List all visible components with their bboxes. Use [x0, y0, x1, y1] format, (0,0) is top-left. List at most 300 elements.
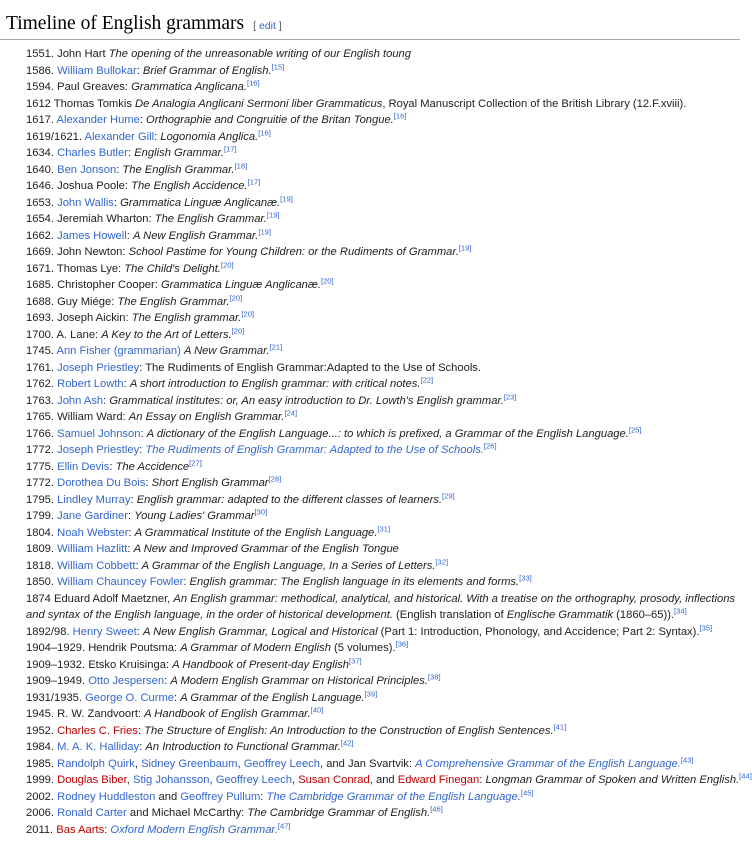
timeline-entry-1945-r-w-zandvoort	[0, 706, 740, 723]
entry-text: :	[116, 163, 123, 176]
citation-ref-link[interactable]: [25]	[628, 425, 642, 435]
work-title: A short introduction to English grammar: with critical notes.	[129, 378, 421, 391]
citation-ref-link[interactable]: [41]	[553, 722, 567, 732]
entry-text: 1909–1932. Etsko Kruisinga:	[26, 658, 173, 671]
citation-ref[interactable]	[554, 722, 567, 731]
citation-ref-link[interactable]: [37]	[349, 656, 362, 666]
entry-text: :	[130, 493, 137, 506]
timeline-entry-1671-thomas-lye	[0, 261, 740, 278]
entry-text: 1654. Jeremiah Wharton:	[26, 213, 155, 226]
work-title: Brief Grammar of English.	[142, 64, 272, 77]
entry-text: :	[164, 675, 171, 688]
citation-ref[interactable]	[674, 607, 687, 616]
citation-ref-link[interactable]: [20]	[231, 326, 245, 336]
citation-ref-link[interactable]: [19]	[280, 194, 293, 204]
entry-text: 1619/1621.	[26, 130, 85, 143]
wiki-link[interactable]: Dorothea Du Bois	[57, 477, 146, 490]
citation-ref-link[interactable]: [27]	[189, 458, 202, 468]
citation-ref[interactable]	[189, 458, 202, 467]
citation-ref[interactable]	[321, 277, 334, 286]
entry-text: :	[154, 130, 161, 143]
page-title-text: Timeline of English grammars	[6, 13, 245, 34]
citation-ref[interactable]	[280, 194, 293, 203]
citation-ref-link[interactable]: [42]	[340, 738, 354, 748]
work-title: The opening of the unreasonable writing of our English toung	[108, 48, 411, 61]
citation-ref-link[interactable]: [20]	[220, 260, 234, 270]
citation-ref-link[interactable]: [20]	[229, 293, 243, 303]
entry-text: 1850.	[26, 576, 58, 589]
entry-text: 1653.	[26, 196, 58, 209]
entry-text: 1688. Guy Miége:	[26, 295, 118, 308]
work-title: A New English Grammar.	[132, 229, 259, 242]
entry-text: 1765. William Ward:	[26, 411, 129, 424]
wiki-link[interactable]: Otto Jespersen	[88, 675, 165, 688]
work-title: A Grammar of the English Language.	[180, 691, 365, 704]
entry-text: :	[137, 724, 145, 737]
entry-text: :	[103, 394, 110, 407]
timeline-entry-1952-charles-c-fries	[0, 723, 740, 740]
citation-ref-link[interactable]: [29]	[442, 491, 455, 501]
entry-text: 1931/1935.	[26, 691, 86, 704]
work-title: School Pastime for Young Children: or the Rudiments of Grammar.	[128, 246, 459, 259]
entry-text: , Royal Manuscript Collection of the British Library (12.F.xviii).	[382, 97, 687, 110]
citation-ref-link[interactable]: [21]	[269, 342, 283, 352]
timeline-entry-1766-samuel-johnson	[0, 426, 740, 443]
citation-ref[interactable]	[681, 755, 694, 764]
citation-ref-link[interactable]: [44]	[739, 771, 752, 781]
wiki-link[interactable]: Sidney Greenbaum	[141, 757, 238, 770]
work-title: De Analogia Anglicani Sermoni liber Grammaticus	[135, 97, 383, 110]
timeline-entry-1662-james-howell	[0, 228, 740, 245]
page-title	[0, 0, 740, 40]
timeline-entry-2011-bas-aarts	[0, 822, 740, 839]
timeline-entry-1985-randolph-quirk	[0, 756, 740, 773]
timeline-entry-1745-ann-fisher	[0, 343, 740, 360]
entry-text: 1952.	[26, 724, 58, 737]
citation-ref[interactable]	[235, 161, 248, 170]
timeline-entry-1909-otto-jespersen	[0, 673, 740, 690]
wiki-link[interactable]: Lindley Murray	[57, 493, 131, 506]
entry-text: 1634.	[26, 147, 58, 160]
timeline-entry-1904-hendrik-poutsma	[0, 640, 740, 657]
timeline-entry-1619-alexander-gill	[0, 129, 740, 146]
citation-ref-link[interactable]: [28]	[268, 474, 282, 484]
timeline-entry-1795-lindley-murray	[0, 492, 740, 509]
citation-ref-link[interactable]: [31]	[377, 524, 391, 534]
citation-ref[interactable]	[428, 673, 441, 682]
work-title: English grammar: The English language in its elements and forms.	[189, 576, 520, 589]
wiki-link[interactable]: Ann Fisher (grammarian)	[56, 345, 181, 358]
citation-ref[interactable]	[270, 343, 283, 352]
wiki-link[interactable]: William Cobbett	[57, 559, 136, 572]
entry-text: 1745.	[26, 345, 57, 358]
citation-ref[interactable]	[278, 821, 291, 830]
timeline-entry-2002-rodney-huddleston	[0, 789, 740, 806]
citation-ref[interactable]	[365, 689, 378, 698]
wiki-link[interactable]: John Wallis	[57, 196, 114, 209]
timeline-entry-1850-william-chauncey-fowler	[0, 574, 740, 591]
wiki-link-title[interactable]: Oxford Modern English Grammar.	[110, 823, 278, 836]
entry-text: , and Jan Svartvik:	[319, 757, 416, 770]
work-title: A Grammatical Institute of the English Language.	[134, 526, 378, 539]
entry-text: :	[135, 559, 142, 572]
edit-bracket-open: [	[253, 20, 257, 32]
entry-text: , and	[369, 774, 398, 787]
work-title: A Grammar of Modern English	[180, 642, 331, 655]
entry-text: ,	[237, 757, 244, 770]
timeline-entry-1765-william-ward	[0, 409, 740, 426]
entry-text: :	[109, 460, 116, 473]
entry-text: :	[128, 526, 135, 539]
wiki-link[interactable]: Robert Lowth	[57, 378, 124, 391]
work-title: Englische Grammatik	[506, 609, 614, 622]
work-title: A New English Grammar, Logical and Historical	[142, 625, 378, 638]
timeline-entry-1551-john-hart	[0, 46, 740, 63]
citation-ref-link[interactable]: [32]	[435, 557, 449, 567]
citation-ref-link[interactable]: [23]	[503, 392, 517, 402]
wiki-link-missing[interactable]: Edward Finegan	[397, 774, 480, 787]
citation-ref[interactable]	[232, 326, 245, 335]
work-title: The English Grammar.	[154, 213, 267, 226]
entry-text: 1909–1949.	[26, 675, 89, 688]
entry-text: :	[479, 774, 486, 787]
wiki-link-title[interactable]: A Comprehensive Grammar of the English Language.	[415, 757, 681, 770]
entry-text: :	[140, 427, 147, 440]
wiki-link[interactable]: Samuel Johnson	[57, 427, 141, 440]
timeline-entry-1612-thomas-tomkis	[0, 96, 740, 113]
timeline-entry-1892-henry-sweet	[0, 624, 740, 641]
wiki-link[interactable]: Geoffrey Leech	[243, 757, 320, 770]
entry-text: 1612 Thomas Tomkis	[26, 97, 136, 110]
entry-text: 2002.	[26, 790, 58, 803]
timeline-entry-1999-douglas-biber	[0, 771, 752, 789]
entry-text: :	[174, 691, 181, 704]
work-title: The Structure of English: An Introduction to the Construction of English Sentences.	[144, 724, 554, 737]
citation-ref-link[interactable]: [35]	[699, 623, 713, 633]
wiki-link[interactable]: Joseph Priestley	[57, 444, 140, 457]
work-title: A New Grammar.	[183, 345, 270, 358]
work-title: English grammar: adapted to the different classes of learners.	[136, 493, 443, 506]
timeline-entry-1761-joseph-priestley	[0, 360, 740, 377]
entry-text: 1945. R. W. Zandvoort:	[26, 708, 145, 721]
wiki-link[interactable]: James Howell	[57, 229, 127, 242]
timeline-entry-1634-charles-butler	[0, 145, 740, 162]
work-title: Grammatica Linguæ Anglicanæ.	[120, 196, 281, 209]
work-title: The English Accidence.	[131, 180, 248, 193]
wiki-link[interactable]: Ben Jonson	[57, 163, 117, 176]
entry-text: :	[145, 477, 152, 490]
entry-text: 1766.	[26, 427, 58, 440]
citation-ref-link[interactable]: [16]	[246, 78, 260, 88]
wiki-link[interactable]: Stig Johansson	[132, 774, 210, 787]
citation-ref[interactable]	[739, 772, 752, 781]
entry-text: : The Rudiments of English Grammar:Adapted to the Use of Schools.	[139, 361, 482, 374]
citation-ref-link[interactable]: [19]	[458, 243, 472, 253]
wiki-link[interactable]: Geoffrey Leech	[215, 774, 292, 787]
entry-text: 1804.	[26, 526, 58, 539]
work-title: The Cambridge Grammar of English.	[247, 807, 431, 820]
work-title: Longman Grammar of Spoken and Written English.	[485, 774, 740, 787]
timeline-entry-1646-joshua-poole	[0, 178, 740, 195]
citation-ref[interactable]	[258, 128, 271, 137]
citation-ref-link[interactable]: [47]	[277, 821, 291, 831]
wiki-link[interactable]: Ronald Carter	[57, 807, 127, 820]
wiki-link[interactable]: Joseph Priestley	[57, 361, 140, 374]
wiki-link[interactable]: Charles Butler	[57, 147, 128, 160]
wiki-link-missing[interactable]: Susan Conrad	[298, 774, 370, 787]
wiki-link[interactable]: William Bullokar	[57, 64, 137, 77]
wiki-link[interactable]: Randolph Quirk	[57, 757, 135, 770]
citation-ref-link[interactable]: [36]	[395, 639, 409, 649]
wiki-link-missing[interactable]: Charles C. Fries	[57, 724, 138, 737]
wiki-link[interactable]: Noah Webster	[57, 526, 129, 539]
wiki-link-missing[interactable]: Douglas Biber	[57, 774, 127, 787]
wiki-link[interactable]: Jane Gardiner	[57, 510, 129, 523]
citation-ref[interactable]	[311, 706, 324, 715]
wiki-link[interactable]: Rodney Huddleston	[57, 790, 156, 803]
entry-text: :	[183, 576, 190, 589]
entry-text: :	[104, 823, 111, 836]
work-title: The English grammar.	[131, 312, 242, 325]
citation-ref-link[interactable]: [33]	[519, 573, 532, 583]
entry-text: :	[127, 543, 134, 556]
edit-bracket-close: ]	[278, 20, 282, 32]
citation-ref[interactable]	[269, 475, 282, 484]
wiki-link-title[interactable]: The Rudiments of English Grammar: Adapted to the Use of Schools.	[145, 444, 484, 457]
entry-text: 1662.	[26, 229, 58, 242]
citation-ref[interactable]	[255, 508, 268, 517]
entry-text: 1693. Joseph Aickin:	[26, 312, 132, 325]
work-title: Grammatica Linguæ Anglicanæ.	[160, 279, 321, 292]
entry-text: (5 volumes).	[330, 642, 396, 655]
citation-ref-link[interactable]: [30]	[254, 507, 268, 517]
entry-text: (1860–65)).	[613, 609, 675, 622]
timeline-entry-1909-etsko-kruisinga	[0, 657, 740, 674]
citation-ref-link[interactable]: [39]	[364, 689, 378, 699]
citation-ref-link[interactable]: [20]	[241, 309, 255, 319]
work-title: The English Grammar.	[117, 295, 230, 308]
entry-text: and	[155, 790, 181, 803]
wiki-link[interactable]: M. A. K. Halliday	[57, 741, 140, 754]
citation-ref[interactable]	[224, 145, 237, 154]
wiki-link[interactable]: William Hazlitt	[57, 543, 128, 556]
wiki-link-missing[interactable]: Bas Aarts	[56, 823, 105, 836]
work-title: The Accidence	[115, 460, 190, 473]
entry-text: 1762.	[26, 378, 58, 391]
citation-ref[interactable]	[272, 62, 285, 71]
timeline-entry-1762-robert-lowth	[0, 376, 740, 393]
work-title: The English Grammar.	[122, 163, 235, 176]
timeline-entry-1772-joseph-priestley	[0, 442, 740, 459]
timeline-entry-1654-jeremiah-wharton	[0, 211, 740, 228]
wiki-link-title[interactable]: The Cambridge Grammar of the English Language.	[266, 790, 521, 803]
citation-ref[interactable]	[341, 739, 354, 748]
work-title: An English grammar: methodical, analytical, and historical. With a treatise on the orthography, prosody, inflections and syntax of the English language, in the order of historical development.	[26, 592, 736, 622]
wiki-link[interactable]: Henry Sweet	[72, 625, 137, 638]
citation-ref-link[interactable]: [40]	[310, 705, 324, 715]
citation-ref[interactable]	[629, 425, 642, 434]
citation-ref[interactable]	[247, 79, 260, 88]
entry-text: :	[136, 625, 143, 638]
citation-ref[interactable]	[258, 227, 271, 236]
wiki-link[interactable]: William Chauncey Fowler	[57, 576, 184, 589]
citation-ref[interactable]	[700, 623, 713, 632]
entry-text: 1763.	[26, 394, 58, 407]
entry-text: :	[139, 114, 147, 127]
entry-text: :	[260, 790, 267, 803]
entry-text: 1761.	[26, 361, 58, 374]
entry-text: :	[136, 64, 143, 77]
entry-text: :	[113, 196, 121, 209]
timeline-entry-1693-joseph-aickin	[0, 310, 740, 327]
timeline-entry-1688-guy-miege	[0, 294, 740, 311]
entry-text: 1772.	[26, 477, 58, 490]
citation-ref[interactable]	[377, 524, 390, 533]
wiki-link[interactable]: John Ash	[57, 394, 104, 407]
entry-text: 1795.	[26, 493, 58, 506]
citation-ref-link[interactable]: [34]	[674, 606, 687, 616]
citation-ref-link[interactable]: [15]	[271, 62, 285, 72]
edit-section-link-group	[253, 20, 282, 33]
citation-ref[interactable]	[430, 805, 443, 814]
timeline-entry-1685-christopher-cooper	[0, 277, 740, 294]
citation-ref[interactable]	[435, 557, 448, 566]
entry-text: 1586.	[26, 64, 58, 77]
citation-ref-link[interactable]: [19]	[258, 227, 272, 237]
timeline-entry-1818-william-cobbett	[0, 558, 740, 575]
citation-ref[interactable]	[349, 656, 362, 665]
entry-text: (English translation of	[392, 609, 507, 622]
citation-ref[interactable]	[221, 260, 234, 269]
citation-ref[interactable]	[230, 293, 243, 302]
entry-text: (Part 1: Introduction, Phonology, and Accidence; Part 2: Syntax).	[377, 625, 700, 638]
timeline-entry-1931-george-o-curme	[0, 690, 740, 707]
citation-ref-link[interactable]: [18]	[234, 161, 248, 171]
entry-text: 1669. John Newton:	[26, 246, 129, 259]
work-title: Orthographie and Congruitie of the Britan Tongue.	[146, 114, 394, 127]
citation-ref-link[interactable]: [17]	[247, 177, 261, 187]
entry-text: 1772.	[26, 444, 58, 457]
citation-ref[interactable]	[442, 491, 455, 500]
entry-text: 1775.	[26, 460, 58, 473]
wiki-link[interactable]: George O. Curme	[85, 691, 175, 704]
wiki-link[interactable]: Geoffrey Pullum	[180, 790, 261, 803]
entry-text: ,	[292, 774, 299, 787]
timeline-entry-1809-william-hazlitt	[0, 541, 740, 558]
citation-ref-link[interactable]: [17]	[223, 144, 237, 154]
wiki-link[interactable]: Alexander Gill	[84, 130, 155, 143]
entry-text: 1818.	[26, 559, 58, 572]
entry-text: :	[139, 741, 146, 754]
wiki-link[interactable]: Ellin Devis	[57, 460, 110, 473]
citation-ref-link[interactable]: [26]	[483, 441, 497, 451]
entry-text: and Michael McCarthy:	[126, 807, 248, 820]
timeline-entry-1763-john-ash	[0, 393, 740, 410]
entry-text: 1984.	[26, 741, 58, 754]
entry-text: :	[128, 147, 135, 160]
work-title: English Grammar.	[134, 147, 224, 160]
citation-ref[interactable]	[504, 392, 517, 401]
entry-text: 1999.	[26, 774, 58, 787]
work-title: Young Ladies' Grammar	[134, 510, 255, 523]
entry-text: 1671. Thomas Lye:	[26, 262, 125, 275]
entry-text: 1640.	[26, 163, 58, 176]
entry-text: ,	[209, 774, 216, 787]
citation-ref[interactable]	[459, 244, 472, 253]
citation-ref[interactable]	[394, 112, 407, 121]
work-title: Short English Grammar	[151, 477, 269, 490]
citation-ref[interactable]	[484, 442, 497, 451]
timeline-entry-1640-ben-jonson	[0, 162, 740, 179]
timeline-entry-1653-john-wallis	[0, 195, 740, 212]
work-title: A Modern English Grammar on Historical Principles.	[170, 675, 428, 688]
entry-text: 1799.	[26, 510, 58, 523]
entry-text: 1892/98.	[26, 625, 73, 638]
citation-ref-link[interactable]: [38]	[427, 672, 441, 682]
wiki-link[interactable]: Alexander Hume	[56, 114, 140, 127]
citation-ref[interactable]	[521, 788, 534, 797]
citation-ref-link[interactable]: [16]	[393, 111, 407, 121]
entry-text: 2011.	[26, 823, 57, 836]
timeline-entry-1700-a-lane	[0, 327, 740, 344]
citation-ref-link[interactable]: [43]	[680, 755, 694, 765]
timeline-entry-1984-m-a-k-halliday	[0, 739, 740, 756]
citation-ref[interactable]	[267, 211, 280, 220]
timeline-list	[0, 40, 752, 838]
citation-ref[interactable]	[284, 409, 297, 418]
entry-text: 1594. Paul Greaves:	[26, 81, 132, 94]
entry-text: 1646. Joshua Poole:	[26, 180, 132, 193]
citation-ref-link[interactable]: [22]	[420, 375, 434, 385]
entry-text: 1685. Christopher Cooper:	[26, 279, 161, 292]
timeline-entry-1874-eduard-adolf-maetzner	[0, 591, 740, 624]
citation-ref-link[interactable]: [45]	[520, 788, 534, 798]
work-title: Grammatical institutes: or, An easy introduction to Dr. Lowth's English grammar.	[109, 394, 504, 407]
timeline-entry-1775-ellin-devis	[0, 459, 740, 476]
entry-text: :	[123, 378, 130, 391]
work-title: A Handbook of Present-day English	[172, 658, 349, 671]
entry-text: :	[139, 444, 146, 457]
citation-ref-link[interactable]: [46]	[430, 804, 443, 814]
work-title: A Grammar of the English Language, In a Series of Letters.	[141, 559, 436, 572]
citation-ref[interactable]	[241, 310, 254, 319]
entry-text: 1985.	[26, 757, 58, 770]
entry-text: 2006.	[26, 807, 58, 820]
entry-text: 1551. John Hart	[26, 48, 109, 61]
work-title: Grammatica Anglicana.	[131, 81, 247, 94]
citation-ref-link[interactable]: [24]	[284, 408, 298, 418]
entry-text: 1809.	[26, 543, 58, 556]
citation-ref[interactable]	[396, 640, 409, 649]
citation-ref[interactable]	[420, 376, 433, 385]
timeline-entry-2006-ronald-carter	[0, 805, 740, 822]
work-title: Logonomia Anglica.	[160, 130, 259, 143]
citation-ref[interactable]	[248, 178, 261, 187]
edit-section-link[interactable]: edit	[258, 20, 276, 32]
citation-ref[interactable]	[519, 574, 532, 583]
timeline-entry-1799-jane-gardiner	[0, 508, 740, 525]
citation-ref-link[interactable]: [16]	[258, 128, 271, 138]
entry-text: :	[126, 229, 133, 242]
citation-ref-link[interactable]: [20]	[320, 276, 334, 286]
work-title: The Child's Delight.	[124, 262, 221, 275]
entry-text: 1700. A. Lane:	[26, 328, 102, 341]
work-title: A dictionary of the English Language...: to which is prefixed, a Grammar of the English Language.	[146, 427, 629, 440]
entry-text: 1904–1929. Hendrik Poutsma:	[26, 642, 181, 655]
timeline-entry-1772-dorothea-du-bois	[0, 475, 740, 492]
citation-ref-link[interactable]: [19]	[266, 210, 280, 220]
timeline-entry-1669-john-newton	[0, 244, 740, 261]
